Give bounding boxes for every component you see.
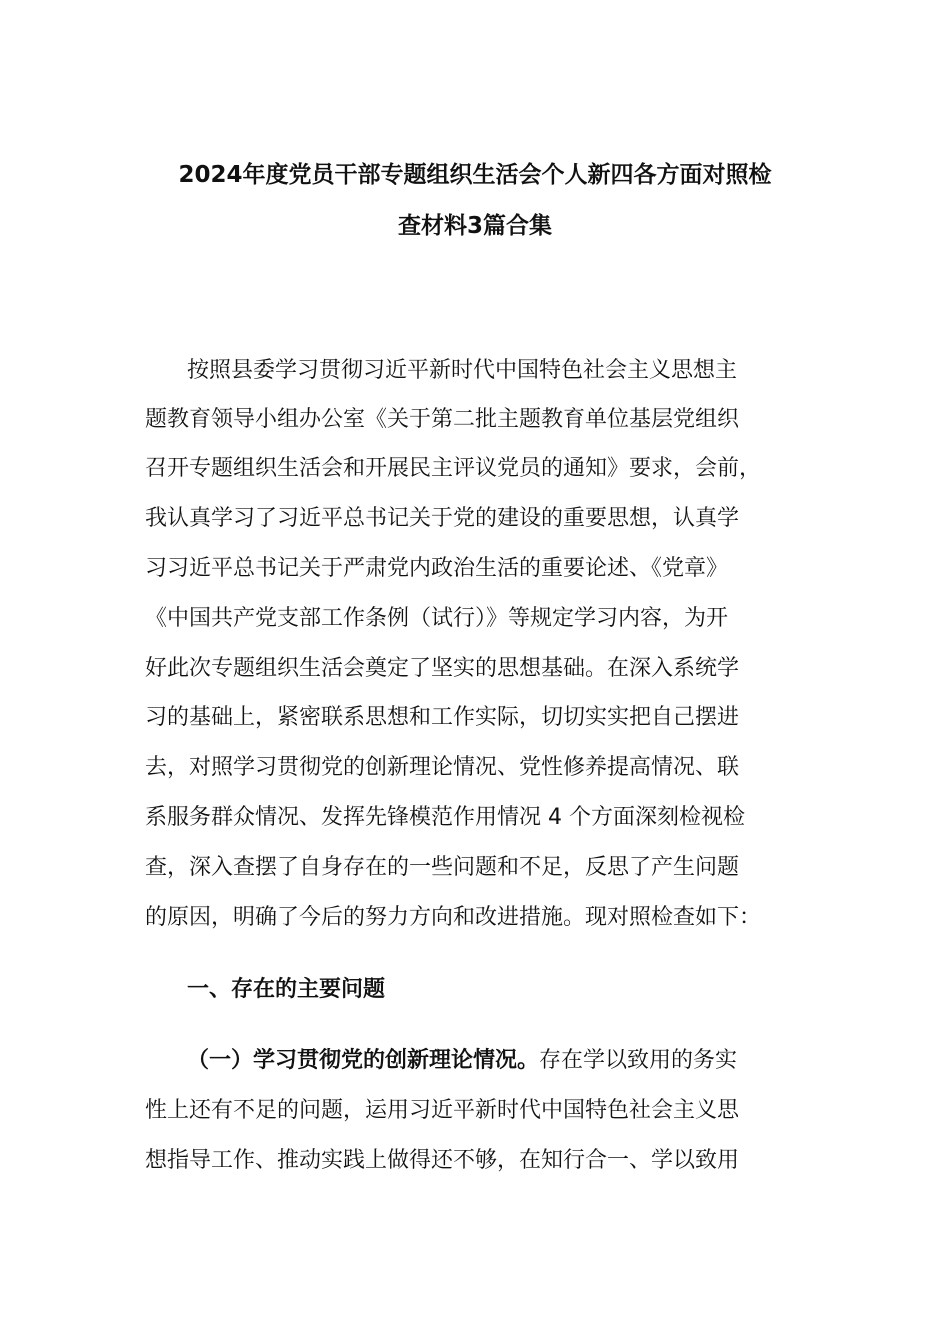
document-title-line-1: 2024年度党员干部专题组织生活会个人新四各方面对照检 [178, 162, 772, 188]
paragraph-line: 题教育领导小组办公室《关于第二批主题教育单位基层党组织 [145, 407, 740, 432]
subsection-first-line [187, 1046, 737, 1076]
subsection-lead-bold: （一）学习贯彻党的创新理论情况。 [187, 1048, 540, 1073]
document-title-line-2: 查材料3篇合集 [397, 213, 552, 239]
subsection-lead-rest: 存在学以致用的务实 [539, 1048, 738, 1073]
paragraph-line: 我认真学习了习近平总书记关于党的建设的重要思想，认真学 [145, 506, 740, 531]
paragraph-line: 习习近平总书记关于严肃党内政治生活的重要论述、《党章》 [145, 556, 729, 581]
paragraph-line: 好此次专题组织生活会奠定了坚实的思想基础。在深入系统学 [145, 656, 740, 681]
paragraph-line: 去，对照学习贯彻党的创新理论情况、党性修养提高情况、联 [145, 755, 740, 780]
paragraph-line: 召开专题组织生活会和开展民主评议党员的通知》要求，会前， [145, 456, 762, 481]
paragraph-line: 按照县委学习贯彻习近平新时代中国特色社会主义思想主 [187, 358, 738, 383]
paragraph-line: 的原因，明确了今后的努力方向和改进措施。现对照检查如下： [145, 905, 762, 930]
paragraph-line: 《中国共产党支部工作条例（试行）》等规定学习内容，为开 [145, 606, 729, 631]
paragraph-line: 想指导工作、推动实践上做得还不够，在知行合一、学以致用 [145, 1148, 740, 1173]
paragraph-line: 系服务群众情况、发挥先锋模范作用情况 4 个方面深刻检视检 [145, 805, 745, 830]
paragraph-line: 习的基础上，紧密联系思想和工作实际，切切实实把自己摆进 [145, 705, 740, 730]
paragraph-line: 性上还有不足的问题，运用习近平新时代中国特色社会主义思 [145, 1098, 740, 1123]
paragraph-line: 查，深入查摆了自身存在的一些问题和不足，反思了产生问题 [145, 855, 740, 880]
section-heading: 一、存在的主要问题 [187, 977, 386, 1002]
